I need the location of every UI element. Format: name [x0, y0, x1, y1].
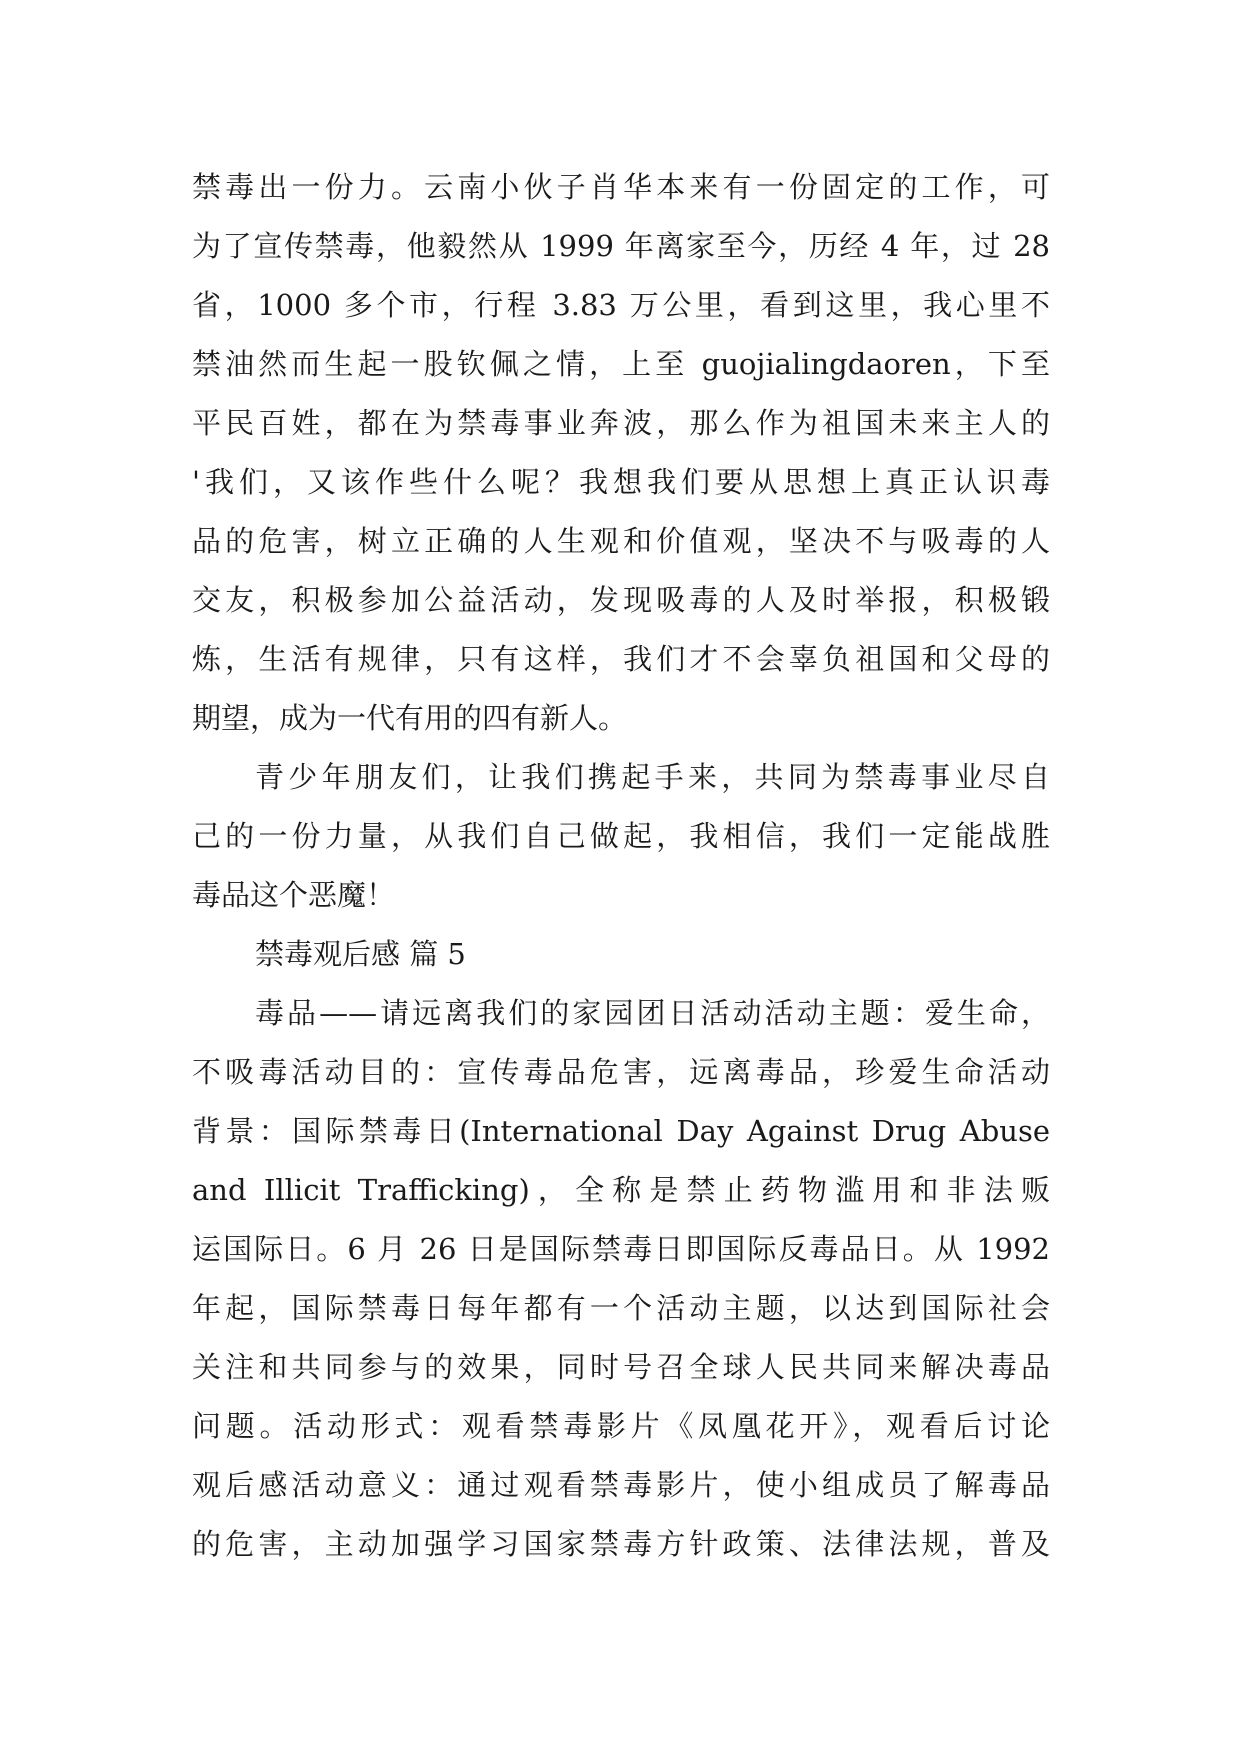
- text-line: '我们，又该作些什么呢？我想我们要从思想上真正认识毒: [192, 465, 1050, 499]
- text-line: 观后感活动意义：通过观看禁毒影片，使小组成员了解毒品: [192, 1468, 1050, 1502]
- text-line: 不吸毒活动目的：宣传毒品危害，远离毒品，珍爱生命活动: [192, 1055, 1050, 1089]
- paragraph-last-line: 期望，成为一代有用的四有新人。: [192, 701, 628, 735]
- text-line: 省，1000 多个市，行程 3.83 万公里，看到这里，我心里不: [192, 288, 1050, 322]
- text-line: 炼，生活有规律，只有这样，我们才不会辜负祖国和父母的: [192, 642, 1050, 676]
- text-line: 品的危害，树立正确的人生观和价值观，坚决不与吸毒的人: [192, 524, 1050, 558]
- text-line: 为了宣传禁毒，他毅然从 1999 年离家至今，历经 4 年，过 28: [192, 229, 1050, 263]
- text-line: 交友，积极参加公益活动，发现吸毒的人及时举报，积极锻: [192, 583, 1050, 617]
- text-line: 禁毒出一份力。云南小伙子肖华本来有一份固定的工作，可: [192, 170, 1050, 204]
- text-line: 年起，国际禁毒日每年都有一个活动主题，以达到国际社会: [192, 1291, 1050, 1325]
- text-line: and Illicit Trafficking)，全称是禁止药物滥用和非法贩: [192, 1173, 1050, 1207]
- section-heading: 禁毒观后感 篇 5: [255, 937, 466, 971]
- paragraph-first-line: 青少年朋友们，让我们携起手来，共同为禁毒事业尽自: [255, 760, 1050, 794]
- paragraph-first-line: 毒品——请远离我们的家园团日活动活动主题：爱生命，: [255, 996, 1050, 1030]
- text-line: 关注和共同参与的效果，同时号召全球人民共同来解决毒品: [192, 1350, 1050, 1384]
- text-line: 问题。活动形式：观看禁毒影片《凤凰花开》，观看后讨论: [192, 1409, 1050, 1443]
- text-line: 背景：国际禁毒日(International Day Against Drug Abuse: [192, 1114, 1050, 1148]
- text-line: 己的一份力量，从我们自己做起，我相信，我们一定能战胜: [192, 819, 1050, 853]
- text-line: 运国际日。6 月 26 日是国际禁毒日即国际反毒品日。从 1992: [192, 1232, 1050, 1266]
- text-line: 平民百姓，都在为禁毒事业奔波，那么作为祖国未来主人的: [192, 406, 1050, 440]
- paragraph-last-line: 毒品这个恶魔！: [192, 878, 396, 912]
- text-line: 禁油然而生起一股钦佩之情，上至 guojialingdaoren，下至: [192, 347, 1050, 381]
- text-line: 的危害，主动加强学习国家禁毒方针政策、法律法规，普及: [192, 1527, 1050, 1561]
